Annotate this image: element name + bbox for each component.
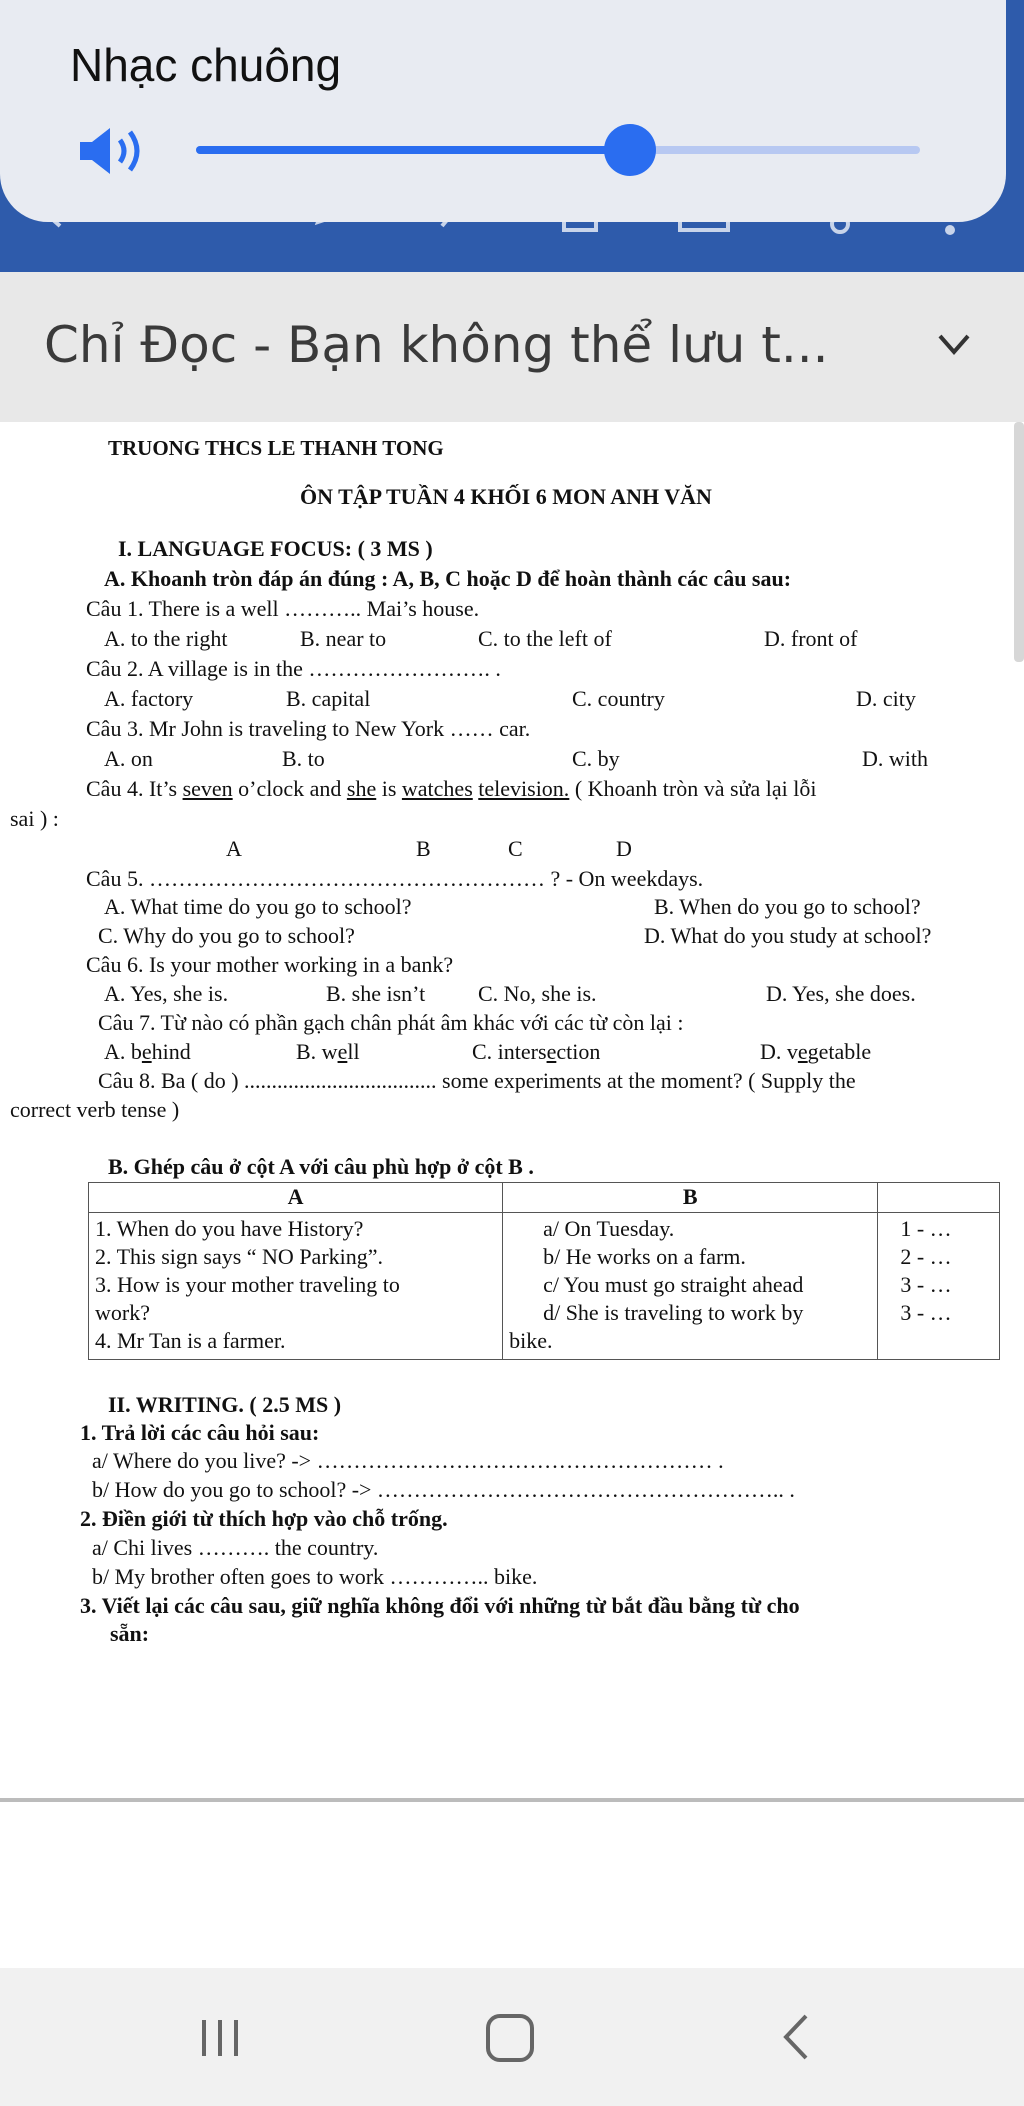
- section-heading-language: I. LANGUAGE FOCUS: ( 3 MS ): [118, 536, 433, 561]
- q7-option: [472, 1037, 600, 1066]
- column-b-item: bike.: [509, 1327, 553, 1353]
- writing-task-2a: a/ Chi lives ………. the country.: [92, 1535, 379, 1560]
- q3-option: A. on: [104, 746, 153, 771]
- q5-option: A. What time do you go to school?: [104, 894, 412, 919]
- matching-table: [88, 1182, 1000, 1360]
- answer-cell: [878, 1212, 1000, 1360]
- column-a-item: 2. This sign says “ NO Parking”.: [95, 1243, 384, 1269]
- q4-text: is: [376, 776, 402, 801]
- q7-option: [104, 1037, 191, 1066]
- q4-letter-d: D: [616, 836, 632, 861]
- question-1: Câu 1. There is a well ……….. Mai’s house.: [86, 596, 480, 621]
- writing-task-1b: b/ How do you go to school? -> ……………………………………………….. .: [92, 1477, 795, 1502]
- q2-option: B. capital: [286, 686, 371, 711]
- q4-letter-c: C: [508, 836, 523, 861]
- school-name: TRUONG THCS LE THANH TONG: [108, 436, 444, 460]
- column-b-item: d/ She is traveling to work by: [543, 1299, 804, 1325]
- section-heading-writing: II. WRITING. ( 2.5 MS ): [108, 1392, 342, 1417]
- part-a-instruction: A. Khoanh tròn đáp án đúng : A, B, C hoặc D để hoàn thành các câu sau:: [104, 566, 792, 591]
- q8-wrap: correct verb tense ): [10, 1097, 180, 1122]
- q4-letter-b: B: [416, 836, 431, 861]
- writing-task-1a: a/ Where do you live? -> ……………………………………………… .: [92, 1448, 724, 1473]
- volume-panel: [0, 0, 1006, 222]
- back-icon[interactable]: [780, 2012, 810, 2062]
- worksheet-title: ÔN TẬP TUẦN 4 KHỐI 6 MON ANH VĂN: [300, 484, 712, 509]
- q4-text: Câu 4. It’s: [86, 776, 183, 801]
- q3-option: C. by: [572, 746, 620, 771]
- answer-slot: 3 - …: [900, 1271, 952, 1297]
- q5-option: B. When do you go to school?: [654, 894, 921, 919]
- question-2: Câu 2. A village is in the ……………………. .: [86, 656, 501, 681]
- q7-opt-text: B. w: [296, 1039, 338, 1064]
- q2-option: D. city: [856, 686, 916, 711]
- speaker-icon[interactable]: [78, 126, 154, 176]
- q7-opt-text: C. inters: [472, 1039, 547, 1064]
- q1-option: C. to the left of: [478, 626, 612, 651]
- volume-slider-thumb[interactable]: [604, 124, 656, 176]
- writing-task-1: 1. Trả lời các câu hỏi sau:: [80, 1420, 320, 1445]
- volume-slider-fill: [196, 146, 630, 154]
- q7-opt-text: hind: [151, 1039, 191, 1064]
- readonly-banner[interactable]: [0, 272, 1024, 422]
- q7-option: [760, 1037, 871, 1066]
- q6-option: D. Yes, she does.: [766, 981, 916, 1006]
- q1-option: D. front of: [764, 626, 858, 651]
- q6-option: A. Yes, she is.: [104, 981, 229, 1006]
- q2-option: C. country: [572, 686, 665, 711]
- column-a-cell: [89, 1212, 503, 1360]
- question-6: Câu 6. Is your mother working in a bank?: [86, 952, 454, 977]
- writing-task-2b: b/ My brother often goes to work ………….. bike.: [92, 1564, 538, 1589]
- q4-underlined-a: seven: [182, 776, 233, 801]
- question-4: [86, 774, 816, 803]
- q4-underlined-b: she: [346, 776, 377, 801]
- column-a-header: A: [89, 1183, 503, 1213]
- navigation-bar: [0, 1968, 1024, 2106]
- q4-text: ( Khoanh tròn và sửa lại lỗi: [569, 776, 817, 801]
- q7-option: [296, 1037, 360, 1066]
- chevron-down-icon[interactable]: [934, 324, 974, 364]
- scrollbar[interactable]: [1014, 422, 1024, 662]
- column-b-item: b/ He works on a farm.: [543, 1243, 746, 1269]
- column-a-item: work?: [95, 1299, 150, 1325]
- q2-option: A. factory: [104, 686, 194, 711]
- column-b-cell: [503, 1212, 878, 1360]
- home-icon[interactable]: [486, 2014, 534, 2062]
- q1-option: A. to the right: [104, 626, 228, 651]
- q7-opt-text: ll: [347, 1039, 360, 1064]
- q7-opt-text: D. v: [760, 1039, 798, 1064]
- q7-opt-text: A. b: [104, 1039, 142, 1064]
- q4-text: o’clock and: [232, 776, 347, 801]
- q4-underlined-d: television.: [478, 776, 570, 801]
- recent-apps-icon[interactable]: [198, 2018, 242, 2058]
- answer-slot: 2 - …: [900, 1243, 952, 1269]
- q7-opt-underlined: e: [337, 1039, 348, 1064]
- question-8: Câu 8. Ba ( do ) ................................... some experiments at the moment? ( Supply the: [98, 1068, 856, 1093]
- answer-column-header: [878, 1183, 1000, 1213]
- q3-option: D. with: [862, 746, 928, 771]
- writing-task-3: 3. Viết lại các câu sau, giữ nghĩa không đổi với những từ bắt đầu bằng từ cho: [80, 1593, 800, 1618]
- q5-option: C. Why do you go to school?: [98, 923, 355, 948]
- column-b-item: c/ You must go straight ahead: [543, 1271, 804, 1297]
- question-3: Câu 3. Mr John is traveling to New York …… car.: [86, 716, 531, 741]
- column-a-item: 4. Mr Tan is a farmer.: [95, 1327, 286, 1353]
- q4-underlined-c: watches: [401, 776, 473, 801]
- q3-option: B. to: [282, 746, 325, 771]
- q7-opt-underlined: e: [546, 1039, 557, 1064]
- document-page: [0, 422, 1024, 1790]
- q6-option: C. No, she is.: [478, 981, 597, 1006]
- readonly-banner-text: Chỉ Đọc - Bạn không thể lưu t...: [44, 316, 829, 374]
- q7-opt-text: ction: [556, 1039, 601, 1064]
- q5-option: D. What do you study at school?: [644, 923, 932, 948]
- q7-opt-underlined: e: [797, 1039, 808, 1064]
- column-b-header: B: [503, 1183, 878, 1213]
- q4-wrap: sai ) :: [10, 806, 59, 831]
- question-7: Câu 7. Từ nào có phần gạch chân phát âm khác với các từ còn lại :: [98, 1010, 684, 1035]
- column-b-item: a/ On Tuesday.: [543, 1215, 675, 1241]
- column-a-item: 3. How is your mother traveling to: [95, 1271, 400, 1297]
- page-divider: [0, 1798, 1024, 1802]
- answer-slot: 1 - …: [900, 1215, 952, 1241]
- q6-option: B. she isn’t: [326, 981, 426, 1006]
- volume-panel-title: Nhạc chuông: [70, 39, 342, 91]
- part-b-instruction: B. Ghép câu ở cột A với câu phù hợp ở cột B .: [108, 1154, 534, 1179]
- column-a-item: 1. When do you have History?: [95, 1215, 364, 1241]
- answer-slot: 3 - …: [900, 1299, 952, 1325]
- q1-option: B. near to: [300, 626, 387, 651]
- writing-task-2: 2. Điền giới từ thích hợp vào chỗ trống.: [80, 1506, 448, 1531]
- question-5: Câu 5. ……………………………………………… ? - On weekdays.: [86, 866, 704, 891]
- writing-task-3-wrap: sẵn:: [110, 1621, 150, 1646]
- q7-opt-text: getable: [807, 1039, 872, 1064]
- q4-letter-a: A: [226, 836, 242, 861]
- q7-opt-underlined: e: [141, 1039, 152, 1064]
- volume-slider[interactable]: [196, 146, 920, 154]
